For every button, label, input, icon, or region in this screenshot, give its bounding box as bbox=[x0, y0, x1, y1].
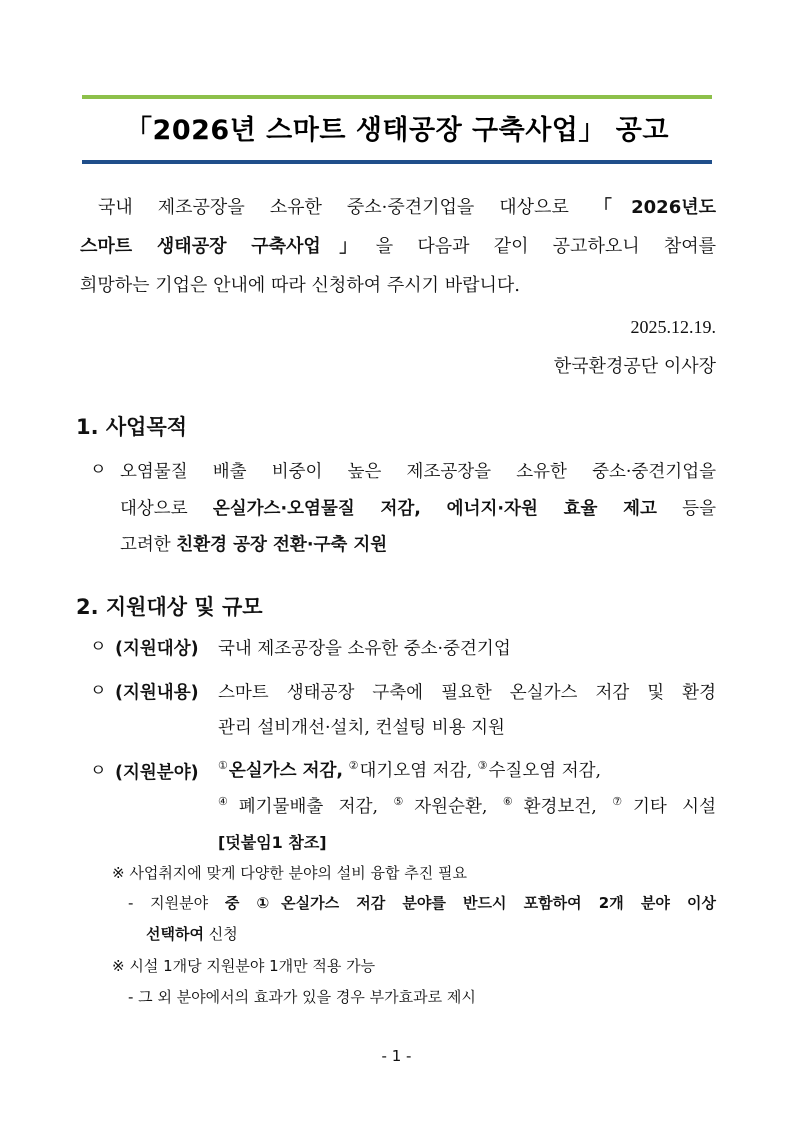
item-label-support-target: (지원대상) bbox=[115, 639, 199, 659]
bullet-icon: ㅇ bbox=[90, 637, 107, 657]
field-text: 대기오염 저감, bbox=[359, 761, 473, 781]
item-text-support-content-1: 스마트 생태공장 구축에 필요한 온실가스 저감 및 환경 bbox=[218, 683, 716, 703]
page-title: 「2026년 스마트 생태공장 구축사업」 공고 bbox=[125, 115, 669, 146]
issuing-organization: 한국환경공단 이사장 bbox=[553, 356, 716, 377]
intro-line-2 bbox=[80, 227, 716, 266]
text: 등을 bbox=[682, 499, 716, 519]
circled-number: ⑤ bbox=[393, 795, 414, 808]
bold-text: 선택하여 bbox=[146, 925, 204, 943]
bold-text: 온실가스·오염물질 저감, 에너지·자원 효율 제고 bbox=[212, 499, 657, 519]
note-1-sub bbox=[128, 892, 716, 913]
intro-bold-text: 스마트 생태공장 구축사업」 bbox=[80, 236, 376, 257]
title-bottom-rule bbox=[82, 160, 712, 164]
text: 대상으로 bbox=[120, 499, 188, 519]
text: 고려한 bbox=[120, 535, 171, 555]
field-text: 자원순환, bbox=[414, 797, 488, 817]
intro-bold-text: 「2026년도 bbox=[593, 197, 716, 218]
intro-text: 국내 제조공장을 소유한 중소·중견기업을 대상으로 bbox=[98, 197, 569, 218]
circled-number: ⑥ bbox=[502, 795, 523, 808]
field-text: 기타 시설 bbox=[632, 797, 716, 817]
section-1-line-3 bbox=[120, 531, 387, 556]
announcement-date: 2025.12.19. bbox=[630, 317, 716, 337]
section-1-heading: 1. 사업목적 bbox=[76, 415, 188, 439]
circled-number: ⑦ bbox=[612, 795, 632, 808]
section-1-line-2 bbox=[120, 495, 716, 520]
page-number: - 1 - bbox=[381, 1047, 412, 1065]
attachment-reference: [덧붙임1 참조] bbox=[218, 833, 327, 852]
note-1: ※ 사업취지에 맞게 다양한 분야의 설비 융합 추진 필요 bbox=[112, 864, 468, 882]
field-text: 온실가스 저감, bbox=[228, 761, 344, 781]
item-text-support-content-2: 관리 설비개선·설치, 컨설팅 비용 지원 bbox=[218, 718, 505, 738]
support-field-line-1 bbox=[218, 757, 601, 782]
intro-line-1 bbox=[80, 188, 716, 227]
item-label-support-content: (지원내용) bbox=[115, 683, 199, 703]
field-text: 폐기물배출 저감, bbox=[238, 797, 379, 817]
note-1-sub-line-2 bbox=[146, 923, 238, 944]
intro-text: 을 다음과 같이 공고하오니 참여를 bbox=[375, 236, 716, 257]
text: - 지원분야 bbox=[128, 894, 209, 912]
field-text: 환경보건, bbox=[523, 797, 597, 817]
note-2: ※ 시설 1개당 지원분야 1개만 적용 가능 bbox=[112, 957, 376, 975]
intro-paragraph bbox=[80, 188, 716, 305]
circled-number: ④ bbox=[218, 795, 238, 808]
bold-text: 친환경 공장 전환·구축 지원 bbox=[176, 535, 388, 555]
section-2-heading: 2. 지원대상 및 규모 bbox=[76, 595, 263, 619]
circled-number: ① bbox=[218, 759, 228, 772]
section-1-line-1: 오염물질 배출 비중이 높은 제조공장을 소유한 중소·중견기업을 bbox=[120, 462, 716, 482]
bullet-icon: ㅇ bbox=[90, 460, 107, 480]
intro-line-3: 희망하는 기업은 안내에 따라 신청하여 주시기 바랍니다. bbox=[80, 275, 520, 296]
support-field-line-2 bbox=[218, 793, 716, 818]
item-text-support-target: 국내 제조공장을 소유한 중소·중견기업 bbox=[218, 639, 511, 659]
text: 신청 bbox=[208, 925, 238, 943]
bullet-icon: ㅇ bbox=[90, 761, 107, 781]
bullet-icon: ㅇ bbox=[90, 681, 107, 701]
circled-number: ② bbox=[348, 759, 359, 772]
field-text: 수질오염 저감, bbox=[488, 761, 602, 781]
note-2-sub: - 그 외 분야에서의 효과가 있을 경우 부가효과로 제시 bbox=[128, 988, 476, 1006]
circled-number: ③ bbox=[477, 759, 488, 772]
title-top-rule bbox=[82, 95, 712, 99]
item-label-support-field: (지원분야) bbox=[115, 763, 199, 783]
bold-text: 중 ①온실가스 저감 분야를 반드시 포함하여 2개 분야 이상 bbox=[224, 894, 716, 912]
